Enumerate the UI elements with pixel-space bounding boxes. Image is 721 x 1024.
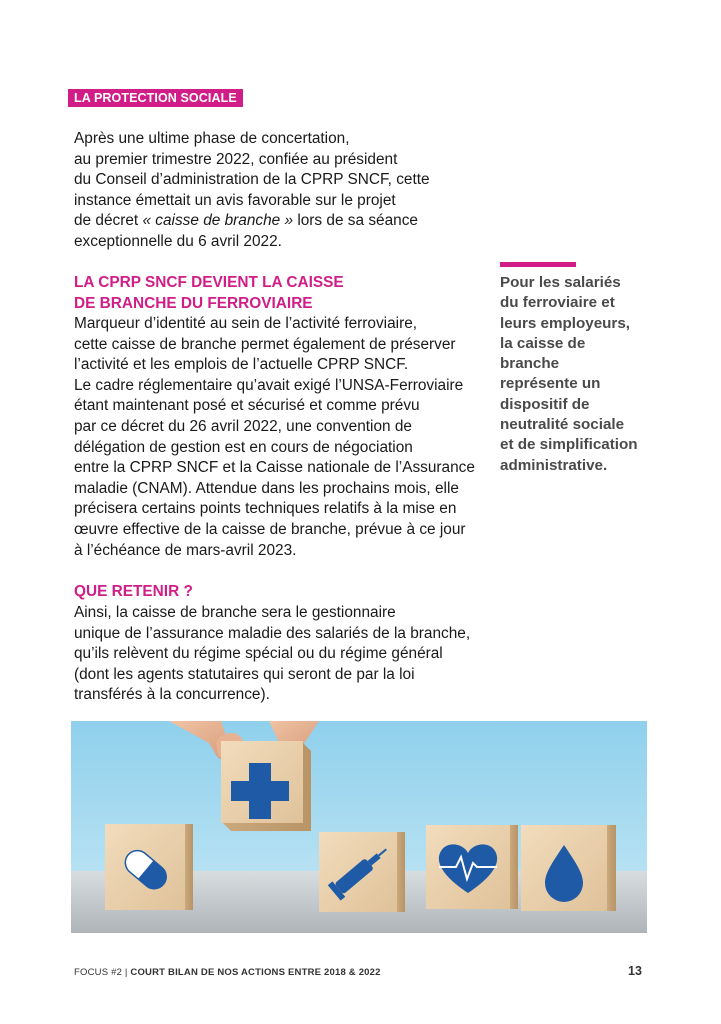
section2-heading: QUE RETENIR ? xyxy=(74,583,193,600)
quote-line: leurs employeurs, xyxy=(500,314,630,332)
body-line: Ainsi, la caisse de branche sera le gestionnaire xyxy=(74,604,396,621)
quote-line: la caisse de branche xyxy=(500,334,586,373)
quote-line: dispositif de xyxy=(500,395,590,413)
section1-body xyxy=(74,314,479,561)
footer xyxy=(74,967,381,978)
quote-line: Pour les salariés xyxy=(500,274,621,291)
body-line: qu’ils relèvent du régime spécial ou du régime général xyxy=(74,645,443,663)
intro-line: exceptionnelle du 6 avril 2022. xyxy=(74,232,282,250)
intro-italic: « caisse de branche » xyxy=(142,212,294,230)
medical-cross-icon xyxy=(221,741,311,831)
heading-line: LA CPRP SNCF DEVIENT LA CAISSE xyxy=(74,274,344,291)
body-line: Marqueur d’identité au sein de l’activité ferroviaire, xyxy=(74,315,418,332)
syringe-icon xyxy=(319,832,405,912)
body-line: par ce décret du 26 avril 2022, une convention de xyxy=(74,417,412,435)
pull-quote-accent-bar xyxy=(500,262,576,267)
body-line: (dont les agents statutaires qui seront de par la loi xyxy=(74,665,415,683)
quote-line: et de simplification xyxy=(500,436,638,454)
body-line: Le cadre réglementaire qu’avait exigé l’UNSA-Ferroviaire xyxy=(74,376,464,394)
section2-body xyxy=(74,603,479,706)
heading-line: DE BRANCHE DU FERROVIAIRE xyxy=(74,294,313,312)
body-line: entre la CPRP SNCF et la Caisse nationale de l’Assurance xyxy=(74,459,475,477)
body-line: œuvre effective de la caisse de branche, prévue à ce jour xyxy=(74,520,466,538)
pill-capsule-icon xyxy=(105,824,193,910)
drop-icon xyxy=(521,825,616,911)
quote-line: administrative. xyxy=(500,456,608,474)
page-number: 13 xyxy=(628,964,642,978)
body-line: l’activité et les emplois de l’actuelle CPRP SNCF. xyxy=(74,356,409,374)
quote-line: neutralité sociale xyxy=(500,416,625,434)
body-line: délégation de gestion est en cours de négociation xyxy=(74,438,413,456)
intro-line: du Conseil d’administration de la CPRP SNCF, cette xyxy=(74,171,430,189)
quote-line: du ferroviaire et xyxy=(500,294,615,312)
intro-line: de décret xyxy=(74,212,143,230)
pull-quote xyxy=(500,273,640,476)
intro-paragraph xyxy=(74,129,479,253)
body-line: cette caisse de branche permet également de préserver xyxy=(74,335,456,353)
section-tag: LA PROTECTION SOCIALE xyxy=(68,89,243,107)
body-line: maladie (CNAM). Attendue dans les prochains mois, elle xyxy=(74,479,459,497)
quote-line: représente un xyxy=(500,375,601,393)
body-line: unique de l’assurance maladie des salariés de la branche, xyxy=(74,624,471,642)
section1-heading xyxy=(74,273,344,314)
medical-blocks-photo xyxy=(71,721,647,933)
body-line: étant maintenant posé et sécurisé et comme prévu xyxy=(74,397,420,415)
intro-line: au premier trimestre 2022, confiée au président xyxy=(74,150,398,168)
body-line: transférés à la concurrence). xyxy=(74,686,270,704)
heart-pulse-icon xyxy=(426,825,518,909)
intro-line: Après une ultime phase de concertation, xyxy=(74,130,350,147)
footer-prefix: FOCUS #2 | xyxy=(74,967,131,978)
body-line: à l’échéance de mars-avril 2023. xyxy=(74,541,297,559)
intro-line: lors de sa séance xyxy=(293,212,418,230)
footer-title: COURT BILAN DE NOS ACTIONS ENTRE 2018 & 2022 xyxy=(130,967,381,978)
body-line: précisera certains points techniques relatifs à la mise en xyxy=(74,500,457,518)
intro-line: instance émettait un avis favorable sur le projet xyxy=(74,191,396,209)
